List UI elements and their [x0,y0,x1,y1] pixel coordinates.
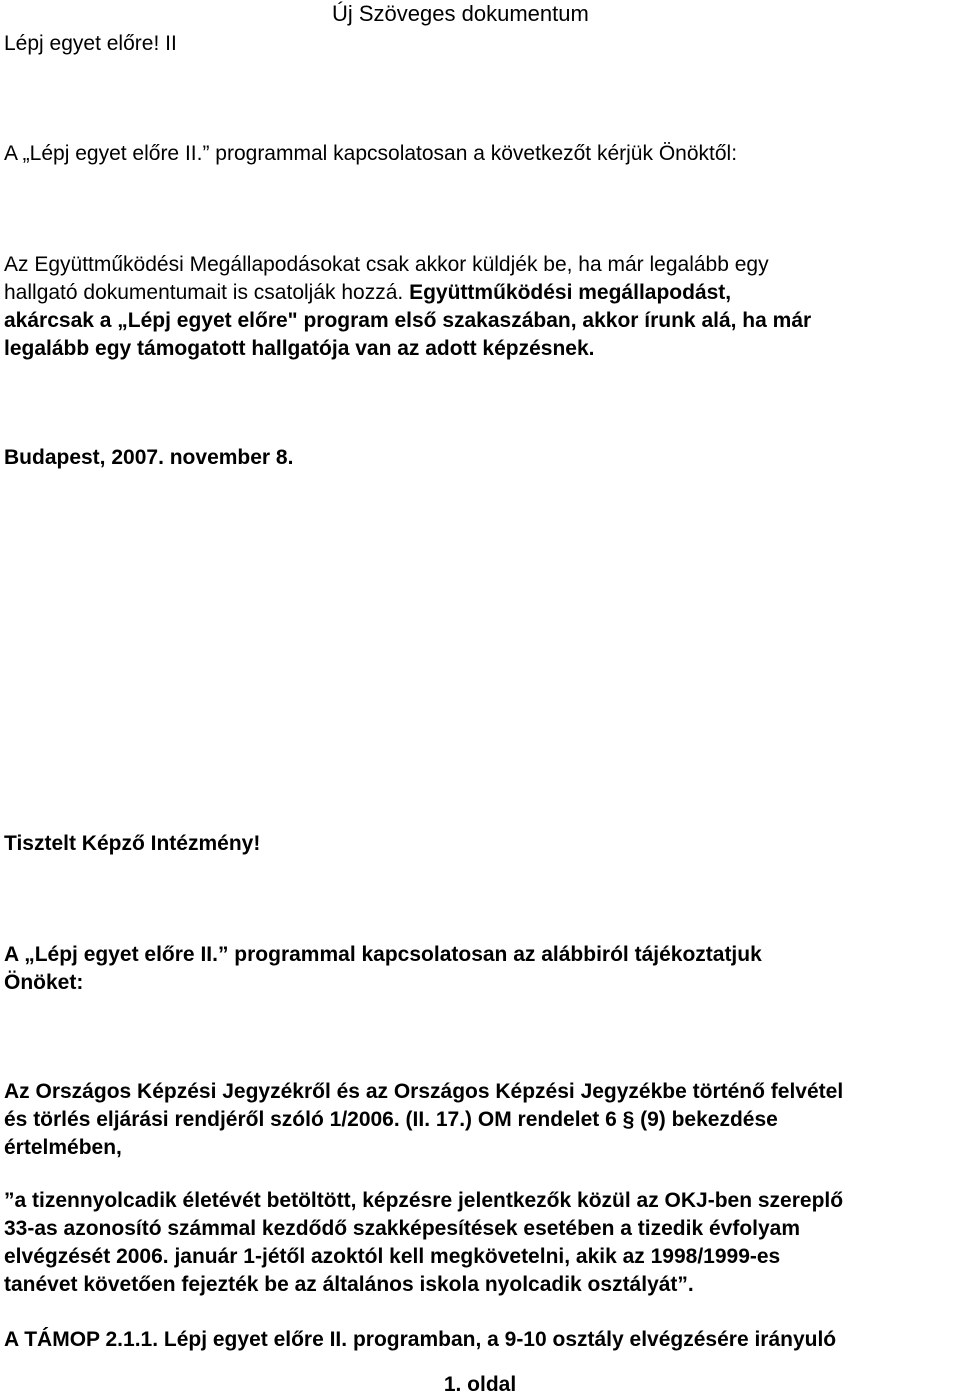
program-header: Lépj egyet előre! II [4,32,177,55]
document-title: Új Szöveges dokumentum [332,1,589,26]
paragraph2-line-2: és törlés eljárási rendjéről szóló 1/2006. (II. 17.) OM rendelet 6 § (9) bekezdése [4,1108,778,1131]
quote-line-4: tanévet követően fejezték be az általános iskola nyolcadik osztályát”. [4,1273,694,1296]
salutation: Tisztelt Képző Intézmény! [4,832,261,855]
quote-line-1: ”a tizennyolcadik életévét betöltött, képzésre jelentkezők közül az OKJ-ben szereplő [4,1189,844,1212]
paragraph1-line-4: legalább egy támogatott hallgatója van az adott képzésnek. [4,337,595,360]
last-line: A TÁMOP 2.1.1. Lépj egyet előre II. programban, a 9-10 osztály elvégzésére irányuló [4,1328,837,1351]
quote-line-3: elvégzését 2006. január 1-jétől azoktól kell megkövetelni, akik az 1998/1999-es [4,1245,781,1268]
paragraph2-line-1: Az Országos Képzési Jegyzékről és az Országos Képzési Jegyzékbe történő felvétel [4,1080,844,1103]
paragraph2-line-3: értelmében, [4,1136,122,1159]
paragraph1-line-2b: Együttműködési megállapodást, [409,281,732,304]
intro-text: A „Lépj egyet előre II.” programmal kapcsolatosan a következőt kérjük Önöktől: [4,142,738,165]
paragraph1-line-3: akárcsak a „Lépj egyet előre" program első szakaszában, akkor írunk alá, ha már [4,309,812,332]
date-line: Budapest, 2007. november 8. [4,446,294,469]
intro2-line-2: Önöket: [4,971,84,994]
page-number: 1. oldal [443,1373,517,1396]
intro2-line-1: A „Lépj egyet előre II.” programmal kapcsolatosan az alábbiról tájékoztatjuk [4,943,762,966]
quote-line-2: 33-as azonosító számmal kezdődő szakképesítések esetében a tizedik évfolyam [4,1217,801,1240]
paragraph1-line-1: Az Együttműködési Megállapodásokat csak akkor küldjék be, ha már legalább egy [4,253,769,276]
paragraph1-line-2 [4,279,731,307]
paragraph1-line-2a: hallgató dokumentumait is csatolják hozzá. [4,281,404,304]
